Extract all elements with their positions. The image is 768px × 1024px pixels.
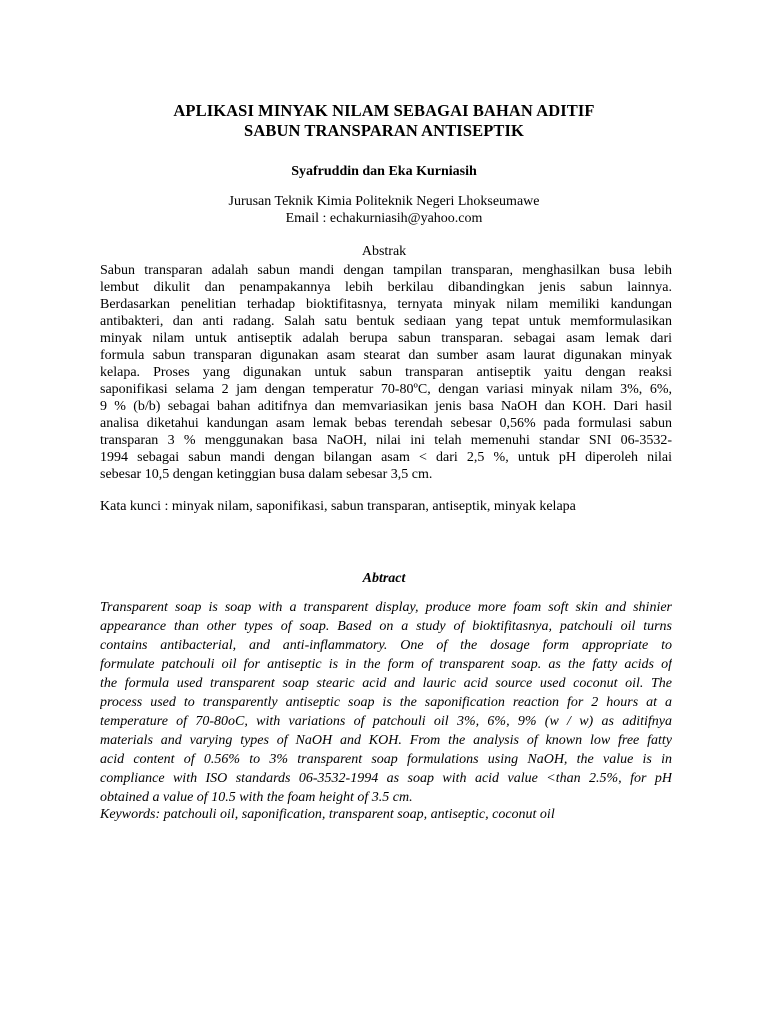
abstrak-line: kelapa. Proses yang digunakan untuk sabun transparan antiseptik yaitu dengan reaksi bbox=[100, 365, 672, 380]
abstract-line: process used to transparently antiseptic soap is the saponification reaction for 2 hours at a bbox=[100, 695, 672, 710]
abstract-line: appearance than other types of soap. Based on a study of bioktifitasnya, patchouli oil turns bbox=[100, 619, 672, 634]
abstract-line: formulate patchouli oil for antiseptic is in the form of transparent soap. as the fatty acids of bbox=[100, 657, 672, 672]
kata-kunci: Kata kunci : minyak nilam, saponifikasi, sabun transparan, antiseptik, minyak kelapa bbox=[100, 499, 576, 514]
affiliation-email: Email : echakurniasih@yahoo.com bbox=[285, 211, 483, 226]
abstrak-line: Berdasarkan penelitian terhadap bioktifitasnya, ternyata minyak nilam memiliki kandungan bbox=[100, 297, 672, 312]
abstrak-line: transparan 3 % menggunakan basa NaOH, nilai ini telah memenuhi standar SNI 06-3532- bbox=[100, 433, 672, 448]
abstrak-line: saponifikasi selama 2 jam dengan temperatur 70-80ºC, dengan variasi minyak nilam 3%, 6%, bbox=[100, 382, 672, 397]
abstrak-line: 9 % (b/b) sebagai bahan aditifnya dan memvariasikan jenis basa NaOH dan KOH. Dari hasil bbox=[100, 399, 672, 414]
affiliation-institution: Jurusan Teknik Kimia Politeknik Negeri Lhokseumawe bbox=[228, 194, 540, 209]
abstract-heading: Abtract bbox=[362, 571, 406, 586]
authors: Syafruddin dan Eka Kurniasih bbox=[291, 164, 477, 179]
abstrak-body bbox=[100, 262, 672, 483]
abstrak-line: lembut dikulit dan penampakannya lebih berkilau dibandingkan jenis sabun lainnya. bbox=[100, 280, 672, 295]
paper-title-line-2: SABUN TRANSPARAN ANTISEPTIK bbox=[244, 121, 524, 140]
abstrak-line: antibakteri, dan anti radang. Salah satu bentuk sediaan yang tepat untuk memformulasikan bbox=[100, 314, 672, 329]
abstract-line: temperature of 70-80oC, with variations of patchouli oil 3%, 6%, 9% (w / w) as aditifnya bbox=[100, 714, 672, 729]
abstract-body bbox=[100, 598, 672, 807]
keywords: Keywords: patchouli oil, saponification, transparent soap, antiseptic, coconut oil bbox=[100, 807, 555, 822]
abstrak-line: analisa diketahui kandungan asam lemak bebas terendah sebesar 0,56% pada formulasi sabun bbox=[100, 416, 672, 431]
abstract-line: contains antibacterial, and anti-inflammatory. One of the dosage form appropriate to bbox=[100, 638, 672, 653]
abstract-line: the formula used transparent soap stearic acid and lauric acid source used coconut oil. The bbox=[100, 676, 672, 691]
abstract-line: Transparent soap is soap with a transparent display, produce more foam soft skin and shinier bbox=[100, 600, 672, 615]
paper-title-line-1: APLIKASI MINYAK NILAM SEBAGAI BAHAN ADITIF bbox=[173, 101, 595, 120]
abstrak-line: minyak nilam untuk antiseptik adalah berupa sabun transparan. sebagai asam lemak dari bbox=[100, 331, 672, 346]
abstract-line: materials and varying types of NaOH and KOH. From the analysis of known low free fatty bbox=[100, 733, 672, 748]
abstrak-line: formula sabun transparan digunakan asam stearat dan sumber asam laurat digunakan minyak bbox=[100, 348, 672, 363]
abstract-line: obtained a value of 10.5 with the foam height of 3.5 cm. bbox=[100, 790, 413, 805]
abstract-line: compliance with ISO standards 06-3532-1994 as soap with acid value <than 2.5%, for pH bbox=[100, 771, 672, 786]
abstract-line: acid content of 0.56% to 3% transparent soap formulations using NaOH, the value is in bbox=[100, 752, 672, 767]
abstrak-heading: Abstrak bbox=[361, 244, 407, 259]
abstrak-line: 1994 sebagai sabun mandi dengan bilangan asam < dari 2,5 %, untuk pH diperoleh nilai bbox=[100, 450, 672, 465]
abstrak-line: sebesar 10,5 dengan ketinggian busa dalam sebesar 3,5 cm. bbox=[100, 467, 433, 482]
abstrak-line: Sabun transparan adalah sabun mandi dengan tampilan transparan, menghasilkan busa lebih bbox=[100, 263, 672, 278]
